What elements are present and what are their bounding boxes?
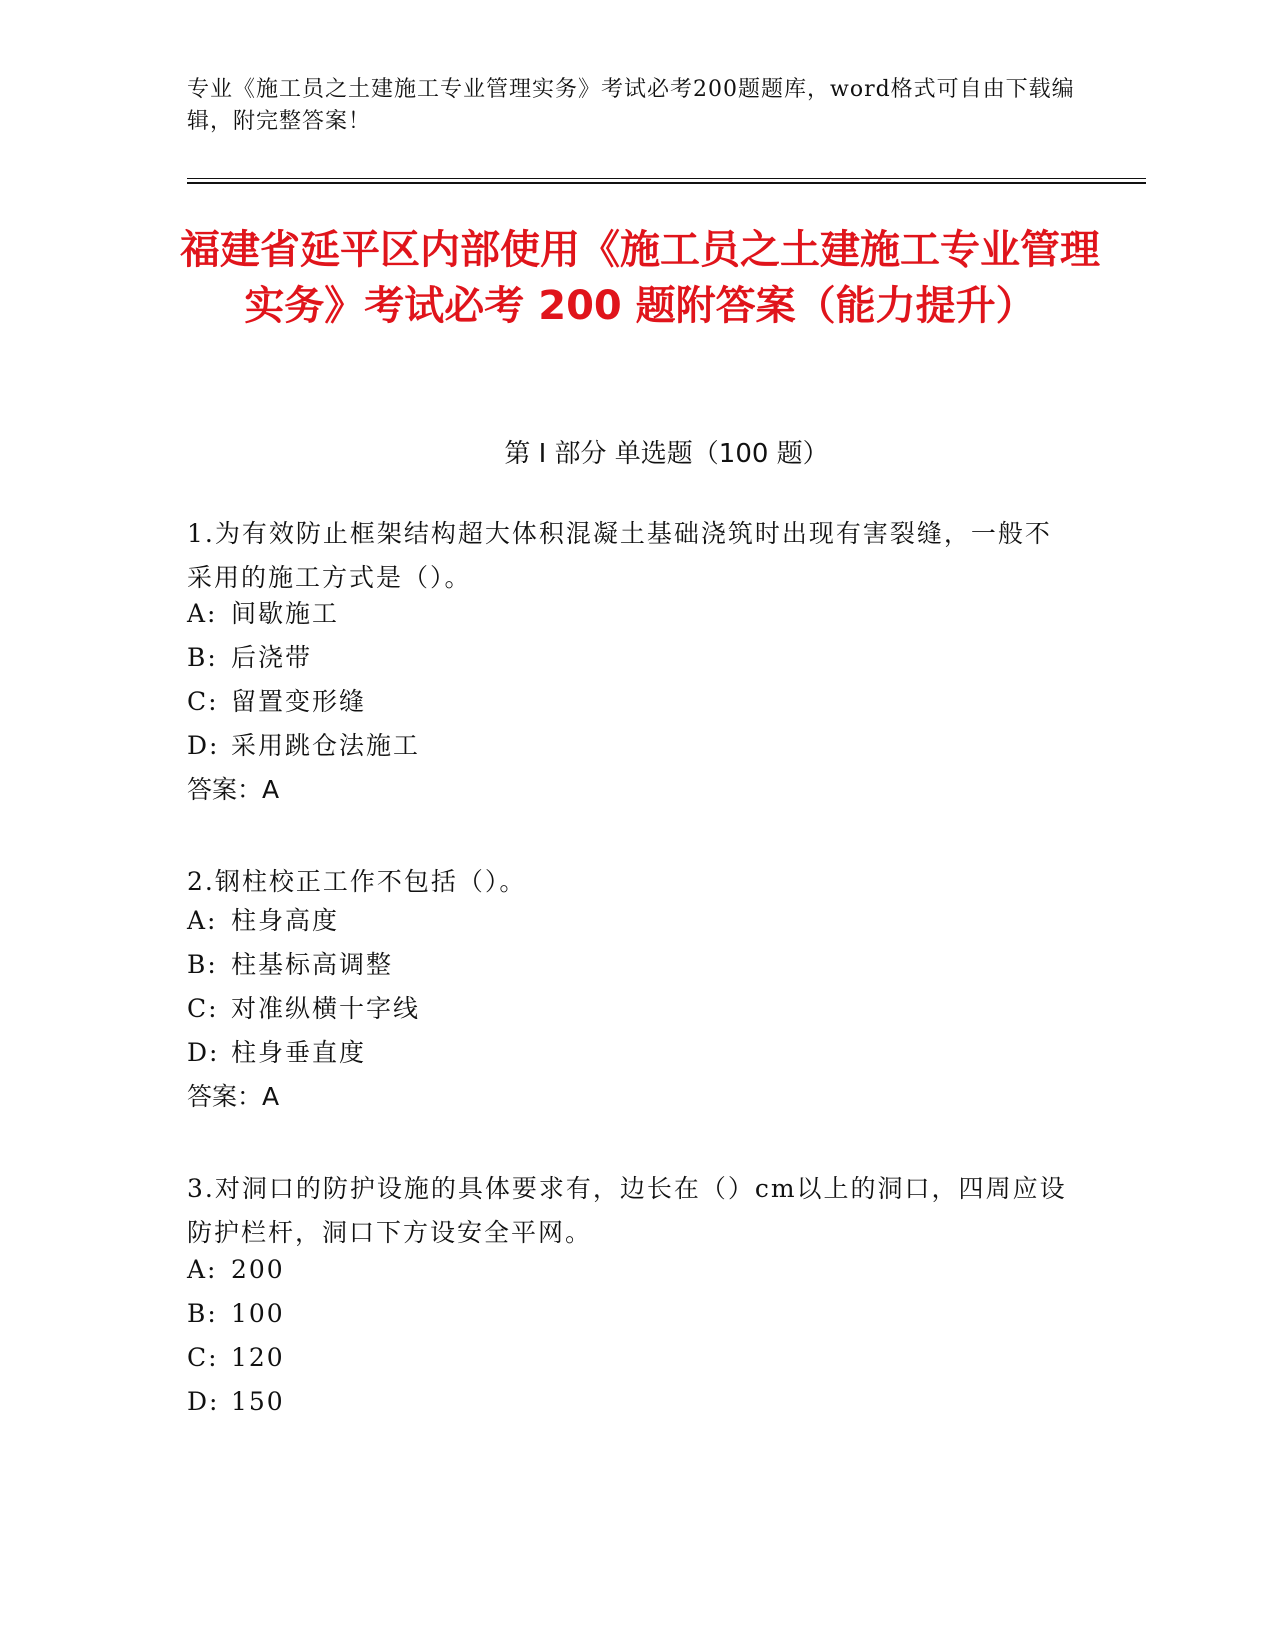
option-letter: D: (187, 731, 220, 760)
option-text: 采用跳仓法施工 (231, 731, 421, 760)
option-letter: A: (187, 599, 218, 628)
question-1-option-d (187, 729, 420, 763)
option-text: 100 (231, 1299, 285, 1328)
header-divider-thin (187, 178, 1146, 179)
question-1-text: 1.为有效防止框架结构超大体积混凝土基础浇筑时出现有害裂缝，一般不采用的施工方式是（）。 (187, 519, 1052, 592)
question-2-text: 2.钢柱校正工作不包括（）。 (187, 867, 527, 896)
option-letter: B: (187, 643, 218, 672)
section-title: 第 I 部分 单选题（100 题） (504, 439, 829, 469)
option-text: 后浇带 (231, 643, 313, 672)
question-2-option-b (187, 948, 393, 982)
header-divider-thick (187, 182, 1146, 184)
option-letter: A: (187, 906, 218, 935)
option-text: 对准纵横十字线 (231, 994, 421, 1023)
option-letter: D: (187, 1387, 220, 1416)
question-2-option-d (187, 1036, 366, 1070)
question-3-option-b (187, 1297, 285, 1331)
option-text: 150 (231, 1387, 285, 1416)
question-3-option-d (187, 1385, 285, 1419)
question-1-option-b (187, 641, 312, 675)
option-letter: A: (187, 1255, 218, 1284)
option-letter: D: (187, 1038, 220, 1067)
question-2-option-c (187, 992, 420, 1026)
option-text: 柱基标高调整 (231, 950, 394, 979)
option-letter: B: (187, 1299, 218, 1328)
header-note: 专业《施工员之土建施工专业管理实务》考试必考200题题库，word格式可自由下载编辑，附完整答案！ (187, 77, 1075, 134)
question-3-option-a (187, 1253, 285, 1287)
option-text: 间歇施工 (231, 599, 340, 628)
option-letter: C: (187, 1343, 219, 1372)
option-letter: C: (187, 687, 219, 716)
option-letter: C: (187, 994, 219, 1023)
question-1-answer: 答案：A (187, 775, 280, 804)
option-text: 柱身高度 (231, 906, 340, 935)
question-2-answer: 答案：A (187, 1082, 280, 1111)
question-1-option-c (187, 685, 366, 719)
option-text: 留置变形缝 (231, 687, 367, 716)
document-title: 福建省延平区内部使用《施工员之土建施工专业管理实务》考试必考 200 题附答案（能力提升） (180, 227, 1100, 329)
question-3-text: 3.对洞口的防护设施的具体要求有，边长在（）cm以上的洞口，四周应设防护栏杆，洞口下方设安全平网。 (187, 1174, 1067, 1247)
option-letter: B: (187, 950, 218, 979)
question-2-option-a (187, 904, 339, 938)
option-text: 200 (231, 1255, 285, 1284)
question-3-option-c (187, 1341, 285, 1375)
question-1-option-a (187, 597, 339, 631)
option-text: 120 (231, 1343, 285, 1372)
option-text: 柱身垂直度 (231, 1038, 367, 1067)
